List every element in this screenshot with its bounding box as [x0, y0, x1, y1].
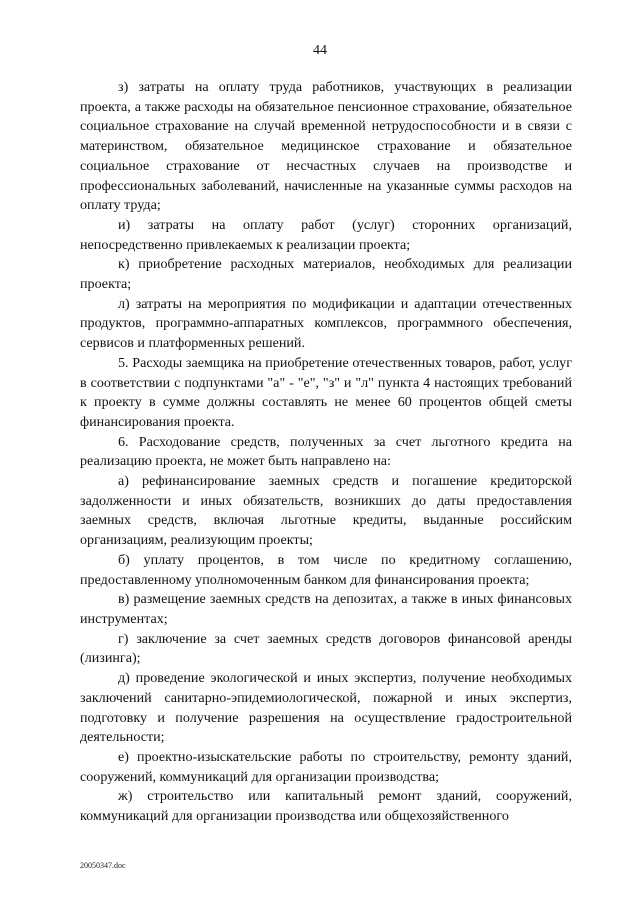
- paragraph-z: з) затраты на оплату труда работников, участвующих в реализации проекта, а также расходы на обязательное пенсионное страхование, обязательное социальное страхование на случай временной нетрудоспособности и в связи с материнством, обязательное медицинское страхование и обязательное социальное страхование от несчастных случаев на производстве и профессиональных заболеваний, начисленные на указанные суммы расходов на оплату труда;: [80, 79, 572, 214]
- paragraph-e: е) проектно-изыскательские работы по строительству, ремонту зданий, сооружений, коммуникаций для организации производства;: [80, 748, 572, 785]
- page-number: 44: [313, 43, 327, 58]
- paragraph-g: г) заключение за счет заемных средств договоров финансовой аренды (лизинга);: [80, 630, 572, 667]
- paragraph-k: к) приобретение расходных материалов, необходимых для реализации проекта;: [80, 256, 572, 293]
- paragraph-6: 6. Расходование средств, полученных за счет льготного кредита на реализацию проекта, не может быть направлено на:: [80, 433, 572, 470]
- paragraph-v: в) размещение заемных средств на депозитах, а также в иных финансовых инструментах;: [80, 591, 572, 627]
- paragraph-a: а) рефинансирование заемных средств и погашение кредиторской задолженности и иных обязательств, возникших до даты предоставления заемных средств, включая льготные кредиты, выданные российским организациям, реализующим проекты;: [80, 473, 572, 549]
- paragraph-l: л) затраты на мероприятия по модификации и адаптации отечественных продуктов, программно-аппаратных комплексов, программного обеспечения, сервисов и платформенных решений.: [80, 295, 572, 352]
- paragraph-zh: ж) строительство или капитальный ремонт зданий, сооружений, коммуникаций для организации производства или общехозяйственного: [80, 788, 572, 825]
- paragraph-b: б) уплату процентов, в том числе по кредитному соглашению, предоставленному уполномоченным банком для финансирования проекта;: [80, 551, 572, 588]
- paragraph-d: д) проведение экологической и иных экспертиз, получение необходимых заключений санитарно-эпидемиологической, пожарной и иных экспертиз, подготовку и получение разрешения на осуществление градостроительной деятельности;: [80, 670, 572, 746]
- paragraph-i: и) затраты на оплату работ (услуг) сторонних организаций, непосредственно привлекаемых к реализации проекта;: [80, 216, 572, 253]
- document-body: [80, 78, 572, 827]
- footer-filename: 20050347.doc: [80, 861, 126, 870]
- paragraph-5: 5. Расходы заемщика на приобретение отечественных товаров, работ, услуг в соответствии с подпунктами "а" - "е", "з" и "л" пункта 4 настоящих требований к проекту в сумме должны составлять не менее 60 процентов общей сметы финансирования проекта.: [80, 354, 572, 430]
